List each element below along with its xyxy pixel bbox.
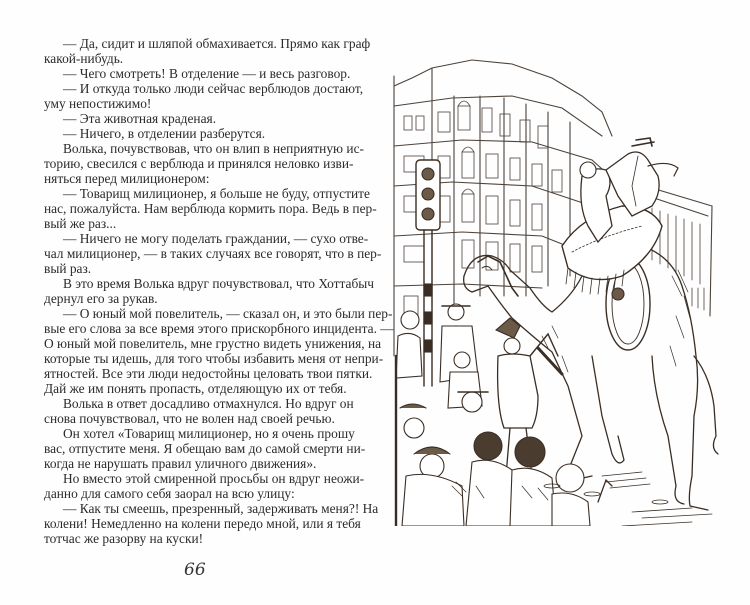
text-line: Но вместо этой смиренной просьбы он вдруг неожи- xyxy=(63,471,365,486)
text-line: Волька в ответ досадливо отмахнулся. Но вдруг он xyxy=(63,396,354,411)
text-line: уму непостижимо! xyxy=(44,96,152,111)
text-line: ятностей. Все эти люди недостойны целовать твои пятки. xyxy=(44,366,373,381)
camel-street-illustration xyxy=(392,56,728,526)
text-line: торию, свесился с верблюда и принялся неловко изви- xyxy=(44,156,354,171)
text-line: — Как ты смеешь, презренный, задерживать меня?! На xyxy=(63,501,379,516)
text-line: Дай же им понять пропасть, отделяющую их от тебя. xyxy=(44,381,347,396)
text-line: вый раз. xyxy=(44,261,92,276)
text-line: — Товарищ милиционер, я больше не буду, отпустите xyxy=(63,186,370,201)
page-number: 66 xyxy=(184,560,206,580)
text-line: — Ничего, в отделении разберутся. xyxy=(63,126,266,141)
text-line: чал милиционер, — в таких случаях все говорят, что в пер- xyxy=(44,246,382,261)
text-line: — Чего смотреть! В отделение — и весь разговор. xyxy=(63,66,351,81)
text-line: няться перед милиционером: xyxy=(44,171,210,186)
text-line: нас, пожалуйста. Нам верблюда кормить пора. Ведь в пер- xyxy=(44,201,377,216)
text-line: тотчас же разорву на куски! xyxy=(44,531,204,546)
text-line: О юный мой повелитель, мне грустно видеть унижения, на xyxy=(44,336,382,351)
text-line: когда не нарушать правил уличного движения». xyxy=(44,456,317,471)
text-line: — Да, сидит и шляпой обмахивается. Прямо как граф xyxy=(63,36,371,51)
text-line: снова почувствовал, что не волен над своей речью. xyxy=(44,411,335,426)
text-line: Волька, почувствовав, что он влип в неприятную ис- xyxy=(63,141,364,156)
text-line: Он хотел «Товарищ милиционер, но я очень прошу xyxy=(63,426,355,441)
text-line: которые ты идешь, для того чтобы избавить меня от непри- xyxy=(44,351,384,366)
text-line: — И откуда только люди сейчас верблюдов достают, xyxy=(63,81,364,96)
text-line: вые его слова за все время этого прискорбного инцидента. — xyxy=(44,321,394,336)
text-line: — Ничего не могу поделать граждании, — сухо отве- xyxy=(63,231,369,246)
page-text xyxy=(44,36,394,546)
text-line: какой-нибудь. xyxy=(44,51,124,66)
text-line: — Эта животная краденая. xyxy=(63,111,217,126)
text-line: дернул его за рукав. xyxy=(44,291,158,306)
text-line: — О юный мой повелитель, — сказал он, и это были пер- xyxy=(63,306,393,321)
text-line: В это время Волька вдруг почувствовал, что Хоттабыч xyxy=(63,276,375,291)
text-line: данно для самого себя заорал на всю улицу: xyxy=(44,486,295,501)
text-line: вый же раз... xyxy=(44,216,117,231)
text-line: колени! Немедленно на колени передо мной, или я тебя xyxy=(44,516,361,531)
text-line: вас, отпустите меня. Я обещаю вам до самой смерти ни- xyxy=(44,441,366,456)
